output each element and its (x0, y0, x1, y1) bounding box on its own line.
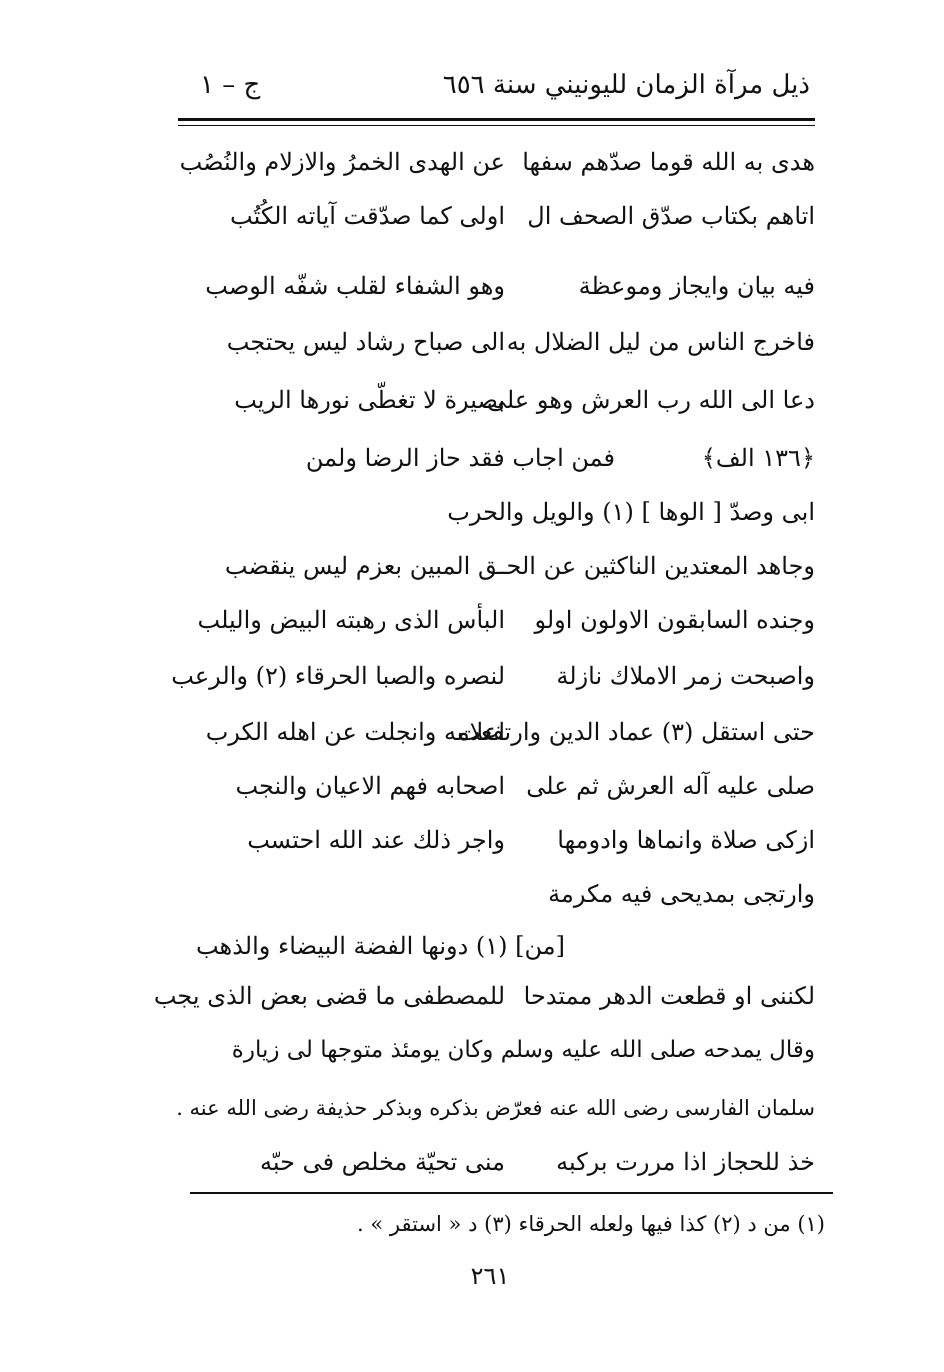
verse-first-hemistich: حتى استقل (٣) عماد الدين وارتفعت (457, 718, 815, 746)
verse-line (205, 820, 815, 860)
verse-line (205, 1142, 815, 1182)
verse-line (195, 926, 815, 966)
verse-line (171, 656, 815, 696)
verse-first-hemistich: صلى عليه آله العرش ثم على (526, 772, 815, 800)
verse-line (197, 600, 815, 640)
verse-second-hemistich: اعلامه وانجلت عن اهله الكرب (205, 718, 505, 746)
verse-first-hemistich: وجاهد المعتدين الناكثين عن الحـ (499, 552, 815, 580)
verse-second-hemistich: للمصطفى ما قضى بعض الذى يجب (153, 982, 505, 1010)
verse-first-hemistich: واصبحت زمر الاملاك نازلة (556, 662, 815, 690)
verse-line (205, 874, 815, 914)
header-title: ذيل مرآة الزمان لليونيني سنة ٦٥٦ (442, 70, 810, 100)
verse-line (205, 766, 815, 806)
verse-first-hemistich: وارتجى بمديحى فيه مكرمة (548, 880, 815, 908)
header-rule-thick (178, 118, 815, 121)
page-number: ٢٦١ (470, 1262, 510, 1290)
folio-marker: ﴿١٣٦ الف﴾ (701, 444, 815, 472)
verse-line (153, 976, 815, 1016)
verse-continuation: ابى وصدّ [ الوها ] (١) والويل والحرب (447, 498, 815, 526)
verse-first-hemistich: هدى به الله قوما صدّهم سفها (522, 148, 815, 176)
verse-second-hemistich: عن الهدى الخمرُ والازلام والنُصُب (179, 148, 505, 176)
prose-line: سلمان الفارسى رضى الله عنه فعرّض بذكره وبذكر حذيفة رضى الله عنه . (176, 1096, 815, 1120)
verse-first-hemistich: فمن اجاب فقد حاز الرضا ولمن (305, 444, 615, 472)
verse-line (205, 380, 815, 420)
verse-second-hemistich: اولى كما صدّقت آياته الكُتُب (230, 202, 505, 230)
header-rule-thin (178, 125, 815, 126)
prose-line: وقال يمدحه صلى الله عليه وسلم وكان يومئذ متوجها لى زيارة (231, 1037, 815, 1063)
verse-line (205, 266, 815, 306)
verse-first-hemistich: فيه بيان وايجاز وموعظة (578, 272, 815, 300)
verse-line (205, 492, 815, 532)
verse-line (205, 546, 815, 586)
verse-second-hemistich: بصيرة لا تغطّى نورها الريب (234, 386, 505, 414)
verse-first-hemistich: دعا الى الله رب العرش وهو على (486, 386, 815, 414)
footnote-rule (190, 1192, 833, 1194)
verse-line (205, 712, 815, 752)
verse-second-hemistich: اصحابه فهم الاعيان والنجب (235, 772, 505, 800)
verse-line (205, 438, 815, 478)
verse-line (179, 142, 815, 182)
verse-first-hemistich: لكننى او قطعت الدهر ممتدحا (523, 982, 815, 1010)
verse-second-hemistich: منى تحيّة مخلص فى حبّه (259, 1148, 505, 1176)
footnote: (١) من د (٢) كذا فيها ولعله الحرقاء (٣) د « استقر » . (357, 1212, 825, 1236)
volume-indicator: ج – ١ (200, 70, 261, 100)
verse-first-hemistich: ازكى صلاة وانماها وادومها (557, 826, 815, 854)
verse-second-hemistich: وهو الشفاء لقلب شفّه الوصب (205, 272, 505, 300)
verse-second-hemistich: لنصره والصبا الحرقاء (٢) والرعب (171, 662, 505, 690)
verse-first-hemistich: فاخرج الناس من ليل الضلال به (506, 328, 815, 356)
verse-second-hemistich: الى صباح رشاد ليس يحتجب (226, 328, 505, 356)
verse-first-hemistich: خذ للحجاز اذا مررت بركبه (556, 1148, 815, 1176)
verse-continuation: [من] (١) دونها الفضة البيضاء والذهب (195, 932, 565, 960)
verse-line (205, 196, 815, 236)
verse-second-hemistich: واجر ذلك عند الله احتسب (247, 826, 505, 854)
verse-second-hemistich: ـق المبين بعزم ليس ينقضب (224, 552, 505, 580)
verse-first-hemistich: اتاهم بكتاب صدّق الصحف ال (527, 202, 815, 230)
verse-second-hemistich: البأس الذى رهبته البيض واليلب (197, 606, 505, 634)
verse-line (205, 322, 815, 362)
running-header (200, 62, 820, 112)
verse-first-hemistich: وجنده السابقون الاولون اولو (534, 606, 815, 634)
